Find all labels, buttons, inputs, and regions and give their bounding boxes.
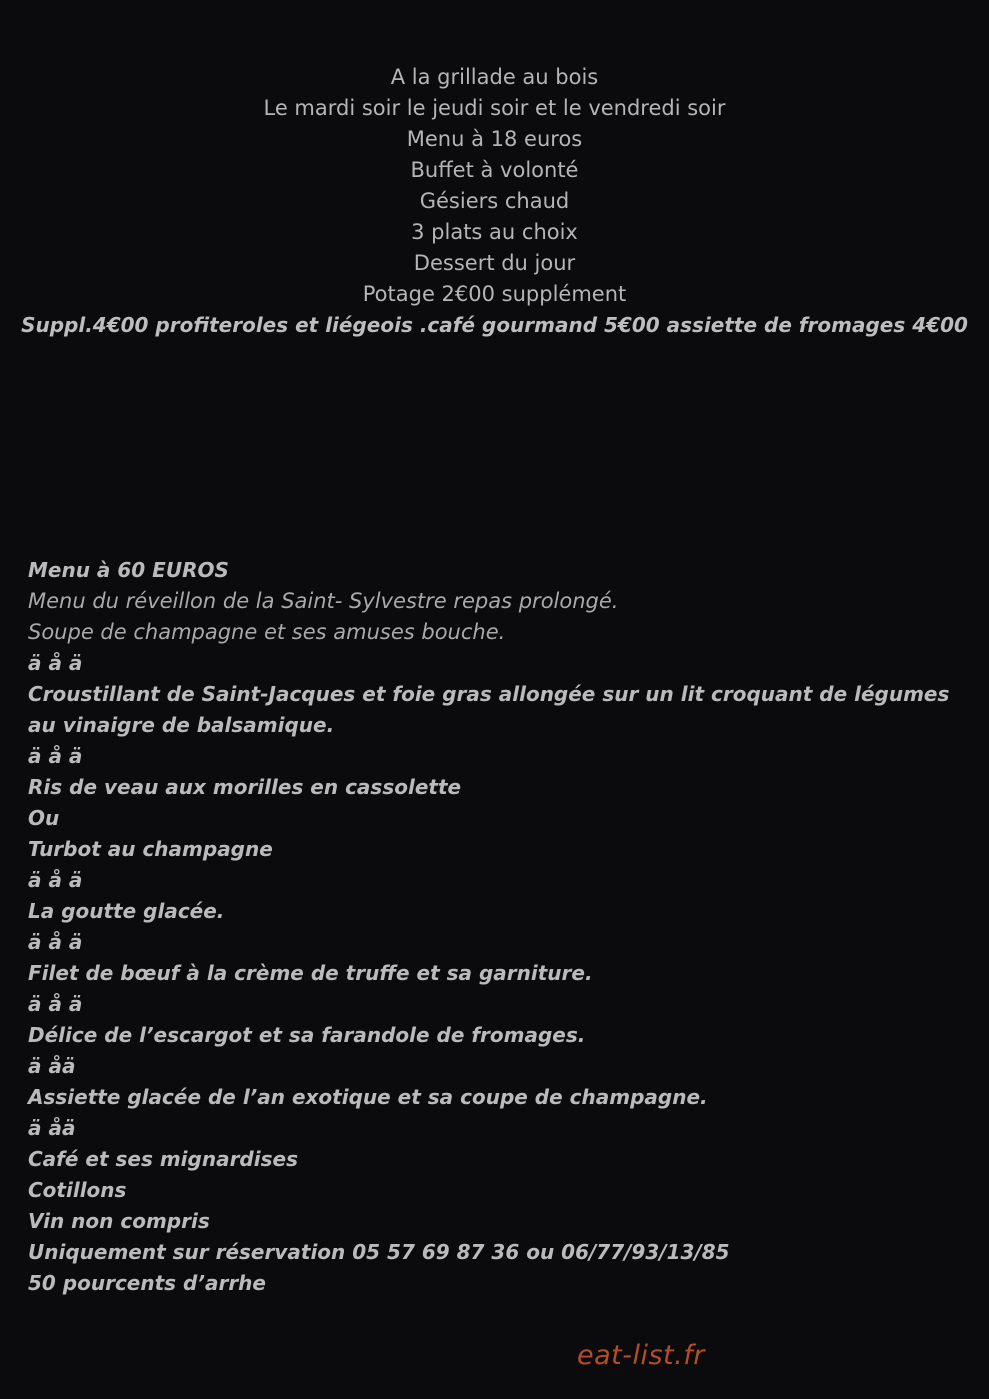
menu60-wine-note: Vin non compris <box>28 1209 210 1233</box>
watermark-logo: eat-list.fr <box>577 1340 705 1371</box>
grill-potage: Potage 2€00 supplément <box>362 282 627 306</box>
grill-gesiers: Gésiers chaud <box>419 189 570 213</box>
menu60-deposit: 50 pourcents d’arrhe <box>28 1271 266 1295</box>
course-separator: ä å ä <box>28 651 83 675</box>
course-separator: ä å ä <box>28 930 83 954</box>
course-separator: ä å ä <box>28 992 83 1016</box>
course-dessert: Assiette glacée de l’an exotique et sa coupe de champagne. <box>28 1085 708 1109</box>
new-year-menu-section <box>28 555 958 1299</box>
course-main-option-b: Turbot au champagne <box>28 837 273 861</box>
grill-plats: 3 plats au choix <box>411 220 578 244</box>
menu60-reservation: Uniquement sur réservation 05 57 69 87 36 ou 06/77/93/13/85 <box>28 1240 730 1264</box>
course-sorbet: La goutte glacée. <box>28 899 225 923</box>
menu60-title: Menu à 60 EUROS <box>28 558 229 582</box>
grill-dessert: Dessert du jour <box>413 251 576 275</box>
course-separator: ä åä <box>28 1054 76 1078</box>
grill-buffet: Buffet à volonté <box>410 158 579 182</box>
course-starter: Croustillant de Saint-Jacques et foie gras allongée sur un lit croquant de légumes au vinaigre de balsamique. <box>28 682 950 737</box>
course-separator: ä å ä <box>28 868 83 892</box>
menu60-subtitle: Menu du réveillon de la Saint- Sylvestre repas prolongé. <box>28 589 619 613</box>
course-beef: Filet de bœuf à la crème de truffe et sa garniture. <box>28 961 593 985</box>
course-or: Ou <box>28 806 60 830</box>
course-coffee: Café et ses mignardises <box>28 1147 298 1171</box>
grill-title: A la grillade au bois <box>390 65 599 89</box>
grill-menu-section <box>0 62 989 341</box>
course-cheese: Délice de l’escargot et sa farandole de fromages. <box>28 1023 586 1047</box>
menu60-cotillons: Cotillons <box>28 1178 127 1202</box>
course-separator: ä åä <box>28 1116 76 1140</box>
grill-days: Le mardi soir le jeudi soir et le vendredi soir <box>263 96 726 120</box>
grill-price: Menu à 18 euros <box>406 127 583 151</box>
course-separator: ä å ä <box>28 744 83 768</box>
course-main-option-a: Ris de veau aux morilles en cassolette <box>28 775 462 799</box>
menu60-intro: Soupe de champagne et ses amuses bouche. <box>28 620 506 644</box>
grill-supplements: Suppl.4€00 profiteroles et liégeois .café gourmand 5€00 assiette de fromages 4€00 <box>21 313 968 337</box>
